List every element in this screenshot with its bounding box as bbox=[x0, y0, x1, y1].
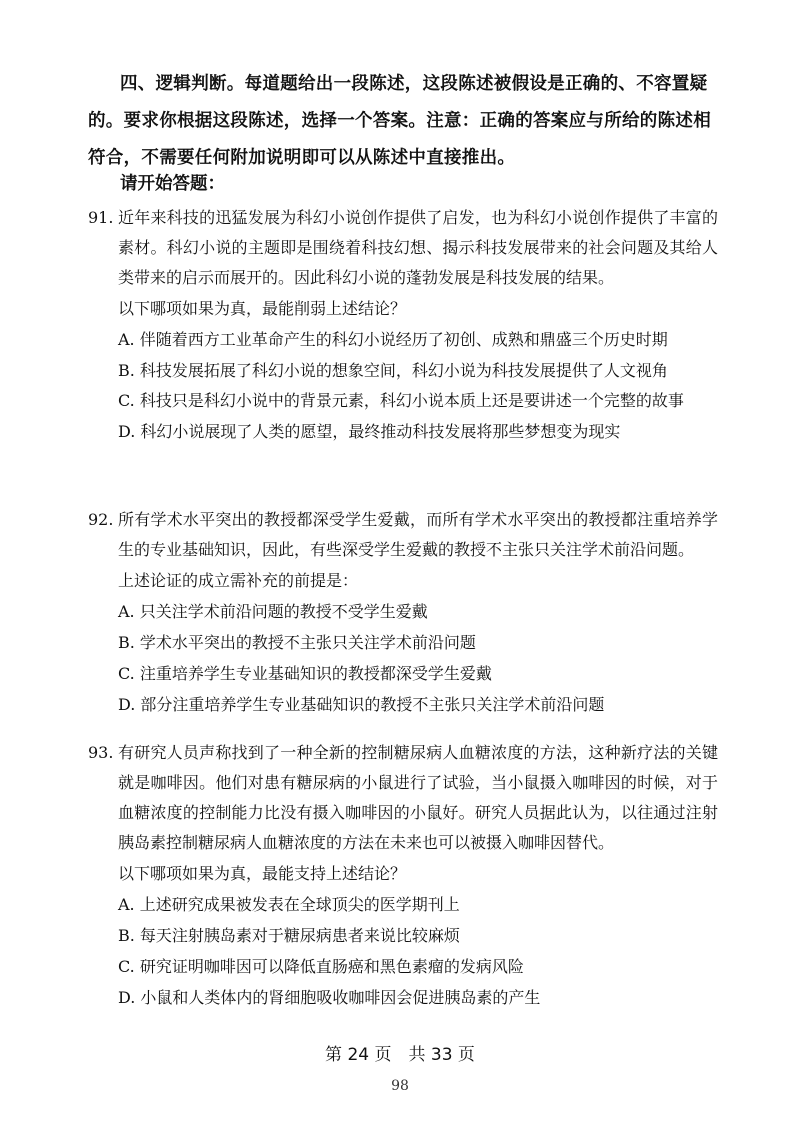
question-prompt: 以下哪项如果为真，最能支持上述结论？ bbox=[118, 864, 407, 883]
question-number: 91. bbox=[88, 208, 114, 227]
option-a: A. 伴随着西方工业革命产生的科幻小说经历了初创、成熟和鼎盛三个历史时期 bbox=[118, 330, 668, 349]
option-c: C. 注重培养学生专业基础知识的教授都深受学生爱戴 bbox=[118, 664, 492, 683]
instructions-text: 四、逻辑判断。每道题给出一段陈述，这段陈述被假设是正确的、不容置疑的。要求你根据这段陈述，选择一个答案。注意：正确的答案应与所给的陈述相符合，不需要任何附加说明即可以从陈述中直接推出。 bbox=[88, 74, 711, 168]
option-b: B. 科技发展拓展了科幻小说的想象空间，科幻小说为科技发展提供了人文视角 bbox=[118, 361, 668, 380]
option-d: D. 科幻小说展现了人类的愿望，最终推动科技发展将那些梦想变为现实 bbox=[118, 422, 621, 441]
page-number: 98 bbox=[391, 1078, 409, 1094]
question-text: 有研究人员声称找到了一种全新的控制糖尿病人血糖浓度的方法，这种新疗法的关键就是咖啡因。他们对患有糖尿病的小鼠进行了试验，当小鼠摄入咖啡因的时候，对于血糖浓度的控制能力比没有摄入咖啡因的小鼠好。研究人员据此认为，以往通过注射胰岛素控制糖尿病人血糖浓度的方法在未来也可以被摄入咖啡因替代。 bbox=[118, 743, 718, 852]
question-text: 近年来科技的迅猛发展为科幻小说创作提供了启发，也为科幻小说创作提供了丰富的素材。科幻小说的主题即是围绕着科技幻想、揭示科技发展带来的社会问题及其给人类带来的启示而展开的。因此科幻小说的蓬勃发展是科技发展的结果。 bbox=[118, 208, 718, 287]
question-number: 92. bbox=[88, 510, 114, 529]
option-d: D. 小鼠和人类体内的肾细胞吸收咖啡因会促进胰岛素的产生 bbox=[118, 988, 541, 1007]
question-93 bbox=[88, 738, 718, 1013]
option-c: C. 科技只是科幻小说中的背景元素，科幻小说本质上还是要讲述一个完整的故事 bbox=[118, 391, 684, 410]
question-number: 93. bbox=[88, 743, 114, 762]
page-footer: 第 24 页 共 33 页 bbox=[325, 1045, 475, 1065]
option-d: D. 部分注重培养学生专业基础知识的教授不主张只关注学术前沿问题 bbox=[118, 695, 605, 714]
section-instructions bbox=[88, 66, 718, 177]
question-92 bbox=[88, 505, 718, 720]
question-prompt: 以下哪项如果为真，最能削弱上述结论？ bbox=[118, 299, 407, 318]
question-stem bbox=[88, 203, 718, 293]
question-stem bbox=[88, 505, 718, 565]
question-text: 所有学术水平突出的教授都深受学生爱戴，而所有学术水平突出的教授都注重培养学生的专业基础知识，因此，有些深受学生爱戴的教授不主张只关注学术前沿问题。 bbox=[118, 510, 718, 559]
start-prompt: 请开始答题： bbox=[120, 174, 225, 194]
option-b: B. 每天注射胰岛素对于糖尿病患者来说比较麻烦 bbox=[118, 926, 460, 945]
option-c: C. 研究证明咖啡因可以降低直肠癌和黑色素瘤的发病风险 bbox=[118, 957, 524, 976]
option-a: A. 上述研究成果被发表在全球顶尖的医学期刊上 bbox=[118, 895, 460, 914]
question-91 bbox=[88, 203, 718, 447]
option-a: A. 只关注学术前沿问题的教授不受学生爱戴 bbox=[118, 602, 428, 621]
question-prompt: 上述论证的成立需补充的前提是： bbox=[118, 571, 359, 590]
question-stem bbox=[88, 738, 718, 858]
option-b: B. 学术水平突出的教授不主张只关注学术前沿问题 bbox=[118, 633, 476, 652]
